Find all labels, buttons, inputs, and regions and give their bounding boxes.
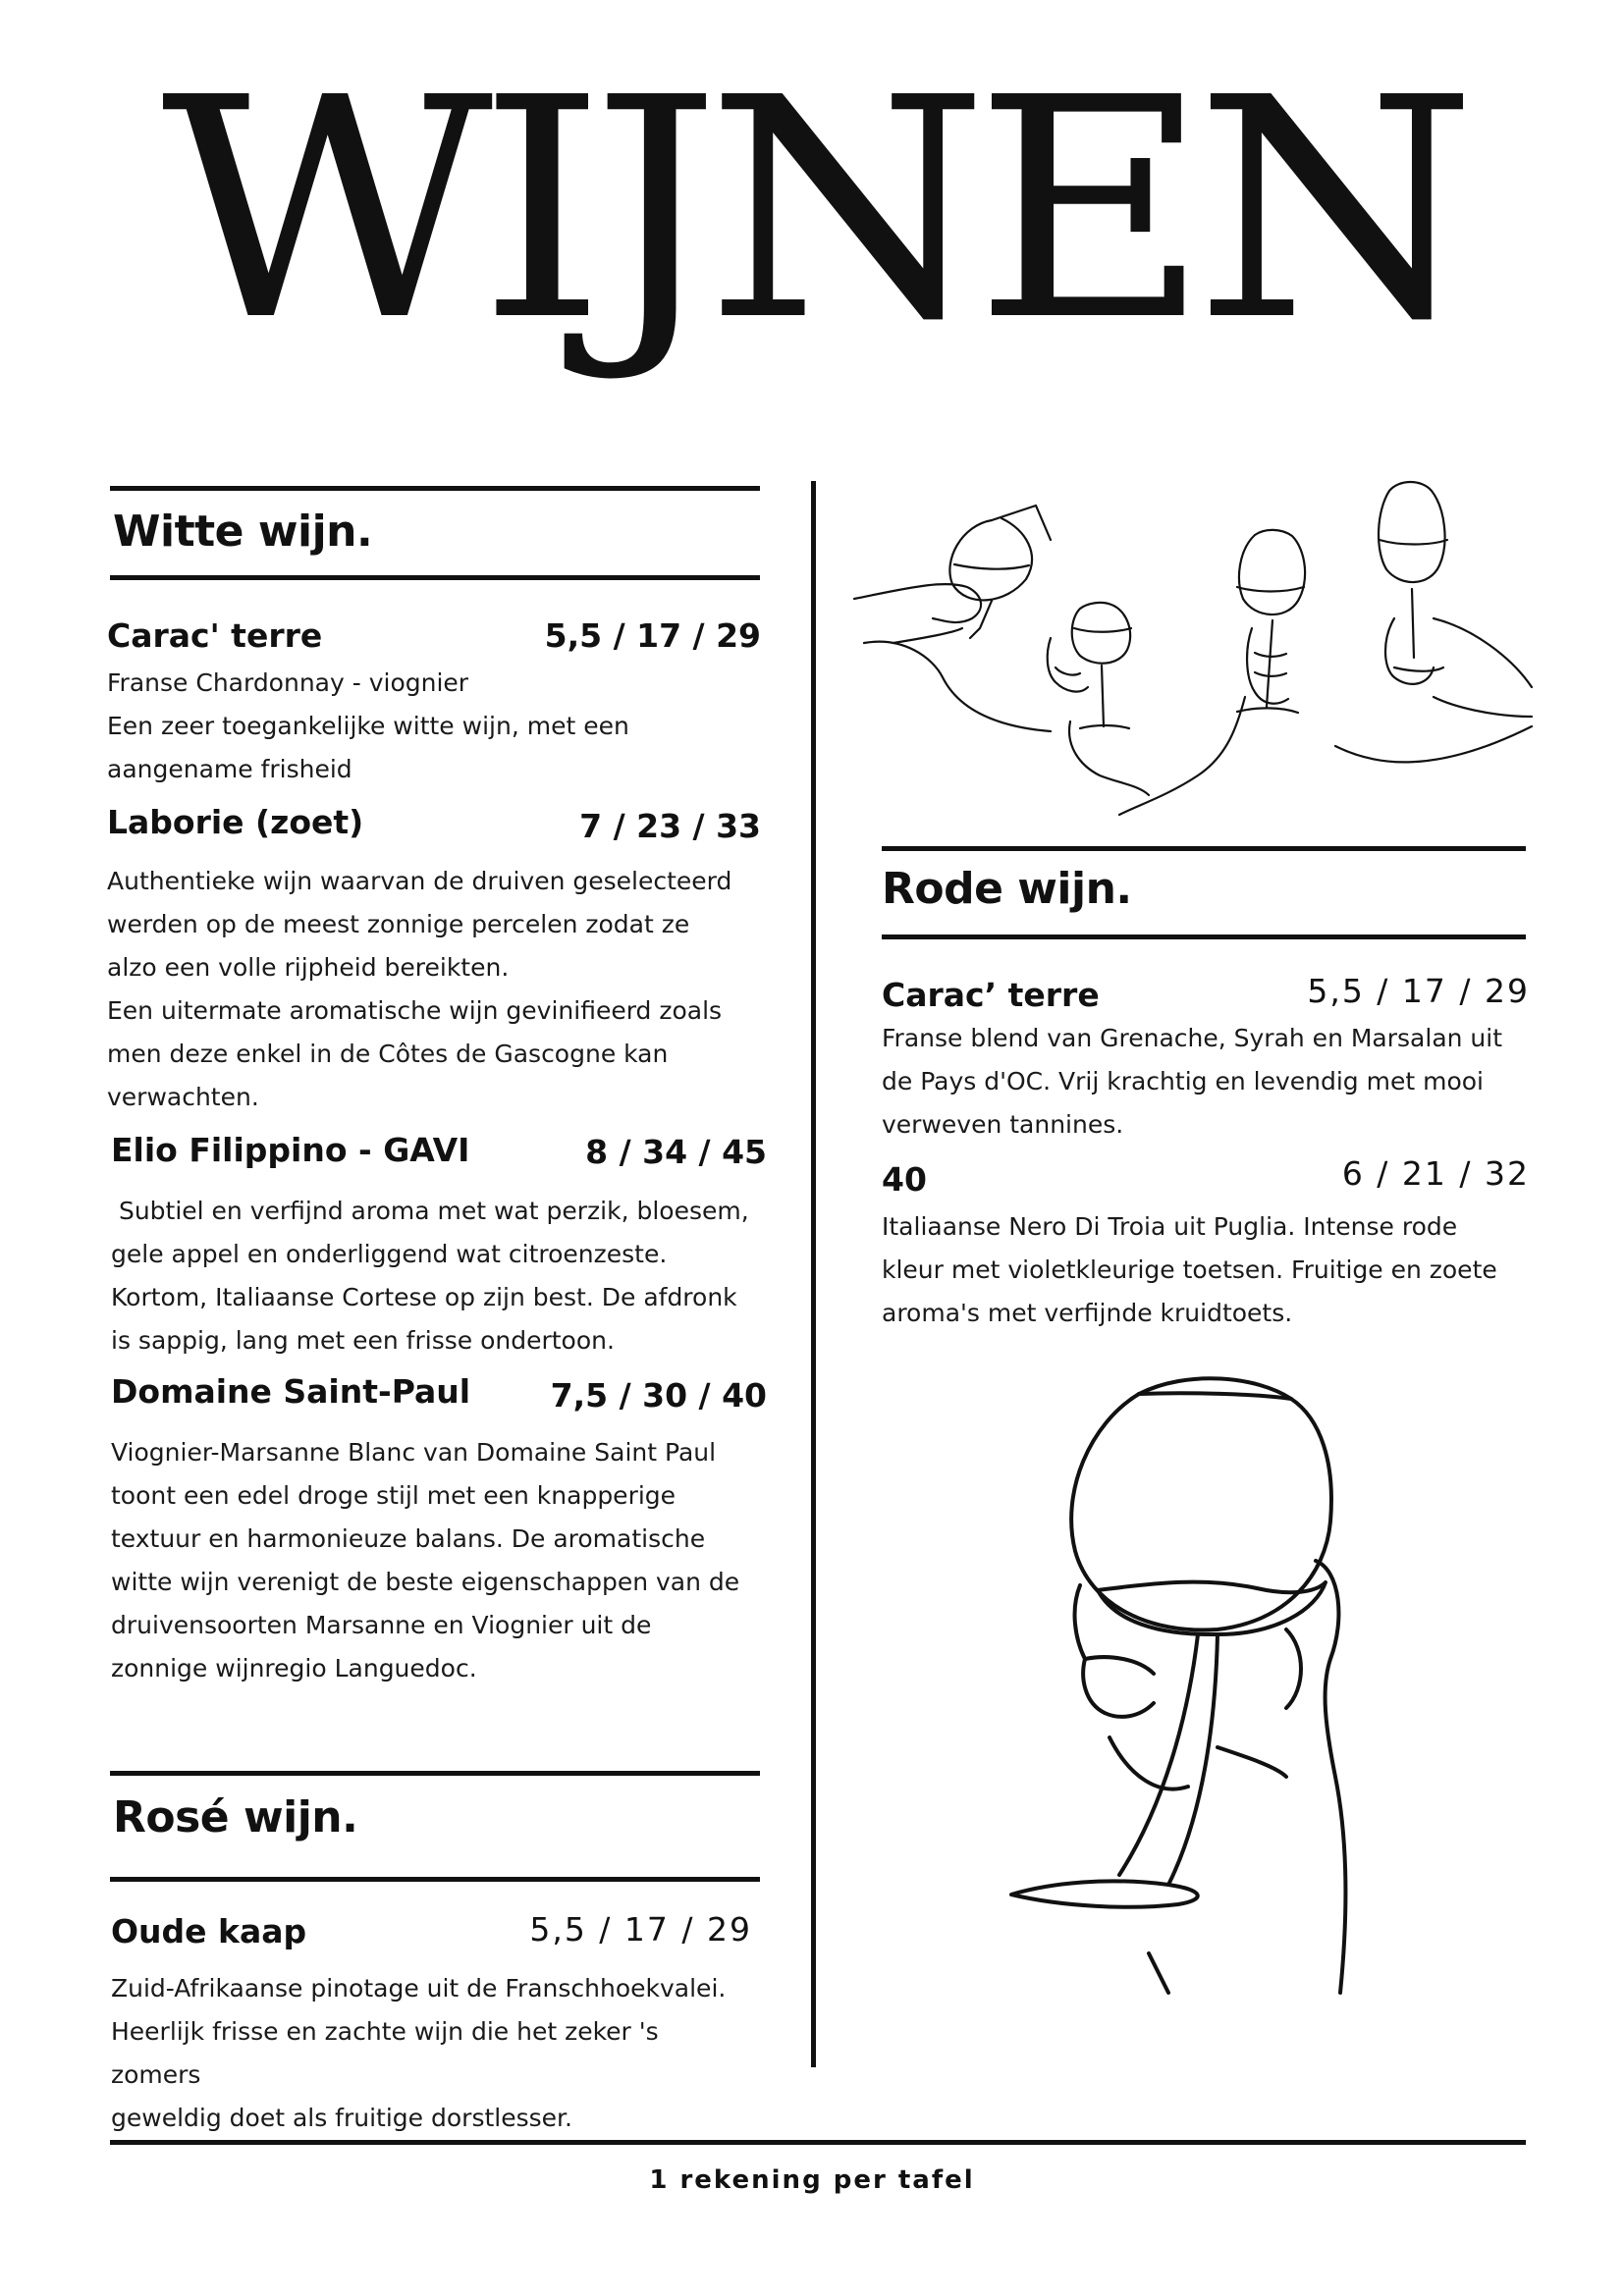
wine-price: 8 / 34 / 45 bbox=[585, 1133, 767, 1171]
wine-description: Authentieke wijn waarvan de druiven geselecteerd werden op de meest zonnige percelen zodat ze alzo een volle rijpheid bereikten. Een uitermate aromatische wijn gevinifieerd zoals men deze enkel in de Côtes de Gascogne kan verwachten. bbox=[107, 867, 732, 1111]
wine-description: Franse blend van Grenache, Syrah en Marsalan uit de Pays d'OC. Vrij krachtig en levendig met mooi verweven tannines. bbox=[882, 1024, 1503, 1139]
column-divider bbox=[811, 481, 816, 2067]
section-rule-bottom bbox=[110, 1877, 760, 1882]
footer-note: 1 rekening per tafel bbox=[649, 2165, 975, 2195]
footer-rule bbox=[110, 2140, 1526, 2145]
wine-item-oude-kaap bbox=[111, 1910, 752, 2140]
wine-description: Zuid-Afrikaanse pinotage uit de Franschhoekvalei. Heerlijk frisse en zachte wijn die het zeker 's zomers geweldig doet als fruitige dorstlesser. bbox=[111, 1974, 727, 2132]
wine-price: 7,5 / 30 / 40 bbox=[550, 1376, 767, 1415]
section-rule-bottom bbox=[882, 934, 1526, 939]
wine-description: Een zeer toegankelijke witte wijn, met een aangename frisheid bbox=[107, 712, 629, 783]
wine-name: Carac’ terre bbox=[882, 976, 1100, 1014]
section-rule-bottom bbox=[110, 575, 760, 580]
hands-toasting-glasses-icon bbox=[844, 471, 1551, 825]
wine-name: Laborie (zoet) bbox=[107, 803, 364, 841]
wine-item-40 bbox=[882, 1154, 1530, 1335]
wine-name: Domaine Saint-Paul bbox=[111, 1372, 471, 1411]
wine-subtitle: Franse Chardonnay - viognier bbox=[107, 668, 469, 697]
section-rule-top bbox=[110, 1771, 760, 1776]
wine-name: Oude kaap bbox=[111, 1912, 307, 1950]
wine-name: Carac' terre bbox=[107, 616, 323, 655]
section-rule-top bbox=[882, 846, 1526, 851]
wine-name: 40 bbox=[882, 1160, 927, 1199]
wine-description: Subtiel en verfijnd aroma met wat perzik, bloesem, gele appel en onderliggend wat citroenzeste. Kortom, Italiaanse Cortese op zijn best. De afdronk is sappig, lang met een frisse ondertoon. bbox=[111, 1197, 749, 1355]
wine-price: 7 / 23 / 33 bbox=[579, 807, 761, 845]
section-title-white: Witte wijn. bbox=[113, 507, 373, 557]
section-rule-top bbox=[110, 486, 760, 491]
wine-item-laborie bbox=[107, 803, 761, 1119]
wine-description: Viognier-Marsanne Blanc van Domaine Saint Paul toont een edel droge stijl met een knapperige textuur en harmonieuze balans. De aromatische witte wijn verenigt de beste eigenschappen van de druivensoorten Marsanne en Viognier uit de zonnige wijnregio Languedoc. bbox=[111, 1438, 740, 1682]
wine-price: 5,5 / 17 / 29 bbox=[529, 1910, 752, 1949]
hand-holding-wine-glass-icon bbox=[992, 1364, 1404, 1993]
section-title-rose: Rosé wijn. bbox=[113, 1792, 358, 1842]
wine-item-domaine-saint-paul bbox=[111, 1372, 767, 1690]
wine-price: 6 / 21 / 32 bbox=[1341, 1154, 1530, 1193]
menu-title: WIJNEN bbox=[161, 33, 1463, 388]
wine-price: 5,5 / 17 / 29 bbox=[1307, 972, 1530, 1010]
wine-price: 5,5 / 17 / 29 bbox=[544, 616, 761, 655]
wine-item-gavi bbox=[111, 1131, 767, 1362]
wine-name: Elio Filippino - GAVI bbox=[111, 1131, 470, 1169]
wine-description: Italiaanse Nero Di Troia uit Puglia. Intense rode kleur met violetkleurige toetsen. Fruitige en zoete aroma's met verfijnde kruidtoets. bbox=[882, 1212, 1497, 1327]
wine-item-carac-terre-red bbox=[882, 972, 1530, 1147]
wine-item-carac-terre-white bbox=[107, 616, 761, 791]
section-title-red: Rode wijn. bbox=[882, 864, 1132, 914]
